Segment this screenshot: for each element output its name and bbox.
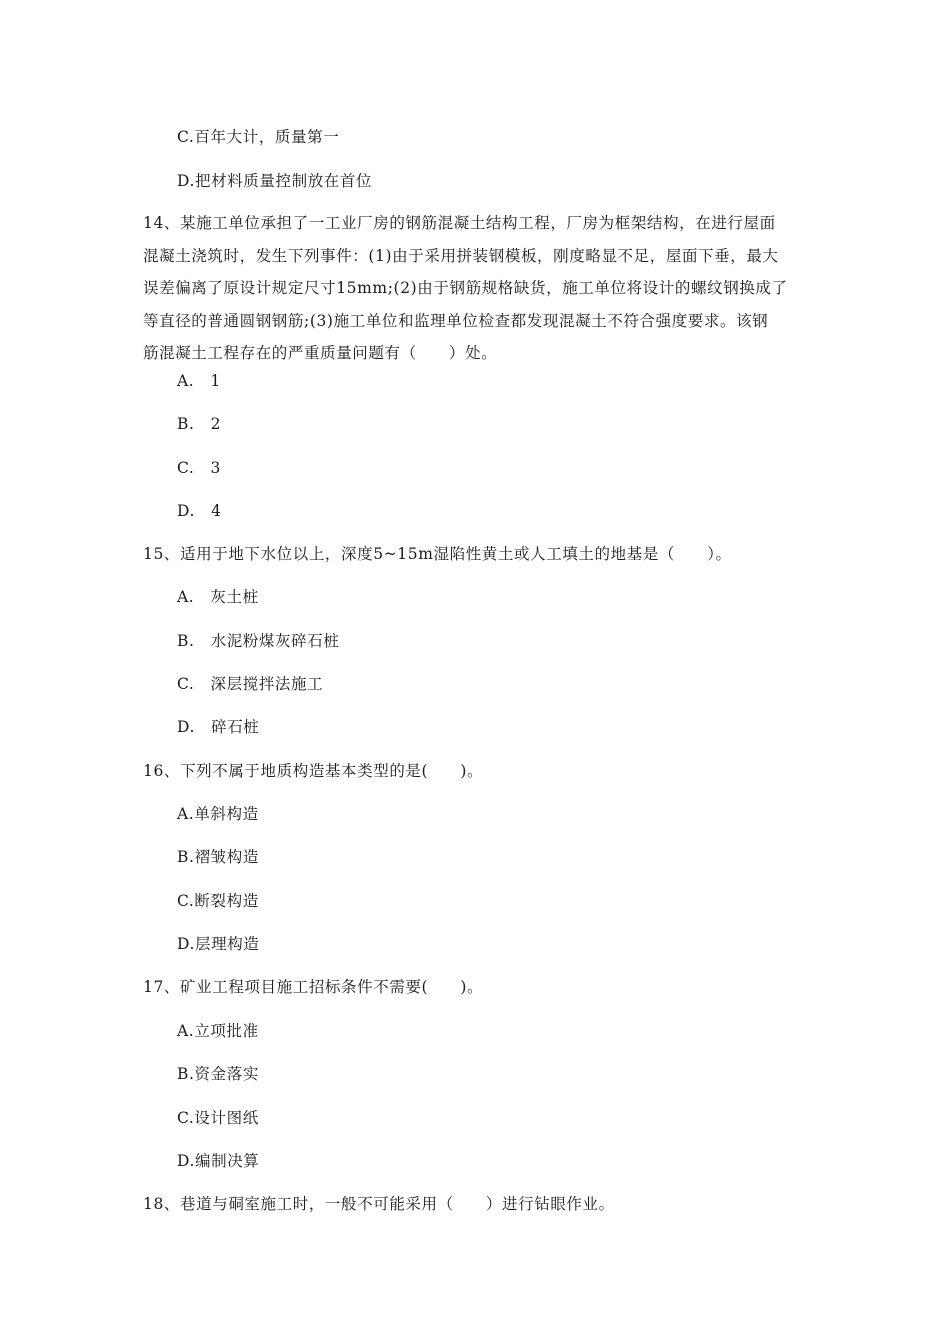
option-d: D.编制决算: [177, 1152, 260, 1170]
option-c: C.设计图纸: [177, 1109, 259, 1127]
option-a: A. 灰土桩: [177, 588, 259, 606]
option-b: B. 2: [177, 415, 222, 433]
question-17-text: 17、矿业工程项目施工招标条件不需要( )。: [143, 978, 484, 996]
question-14-line: 混凝土浇筑时，发生下列事件：(1)由于采用拼装钢模板，刚度略显不足，屋面下垂，最大: [143, 246, 779, 265]
question-14-text: [143, 207, 808, 370]
option-c: C.断裂构造: [177, 892, 259, 910]
question-16-text: 16、下列不属于地质构造基本类型的是( )。: [143, 762, 484, 780]
option-b: B.资金落实: [177, 1065, 259, 1083]
option-b: B.褶皱构造: [177, 848, 259, 866]
option-d: D. 4: [177, 502, 222, 520]
option-d: D.把材料质量控制放在首位: [177, 172, 373, 190]
option-c: C.百年大计，质量第一: [177, 128, 340, 146]
question-14-line: 14、某施工单位承担了一工业厂房的钢筋混凝土结构工程，厂房为框架结构，在进行屋面: [143, 214, 776, 232]
question-15-text: 15、适用于地下水位以上，深度5~15m湿陷性黄土或人工填土的地基是（ ）。: [143, 545, 732, 563]
option-a: A.立项批准: [177, 1022, 259, 1040]
question-18-text: 18、巷道与硐室施工时，一般不可能采用（ ）进行钻眼作业。: [143, 1195, 615, 1213]
option-c: C. 3: [177, 459, 221, 477]
question-14-line: 等直径的普通圆钢钢筋;(3)施工单位和监理单位检查都发现混凝土不符合强度要求。该钢: [143, 311, 769, 330]
question-14-line: 误差偏离了原设计规定尺寸15mm;(2)由于钢筋规格缺货，施工单位将设计的螺纹钢换成了: [143, 279, 788, 298]
option-d: D.层理构造: [177, 935, 260, 953]
option-a: A.单斜构造: [177, 805, 259, 823]
option-d: D. 碎石桩: [177, 718, 260, 736]
question-14-line: 筋混凝土工程存在的严重质量问题有（ ）处。: [143, 344, 498, 363]
option-a: A. 1: [177, 372, 221, 390]
option-c: C. 深层搅拌法施工: [177, 675, 324, 693]
option-b: B. 水泥粉煤灰碎石桩: [177, 632, 340, 650]
